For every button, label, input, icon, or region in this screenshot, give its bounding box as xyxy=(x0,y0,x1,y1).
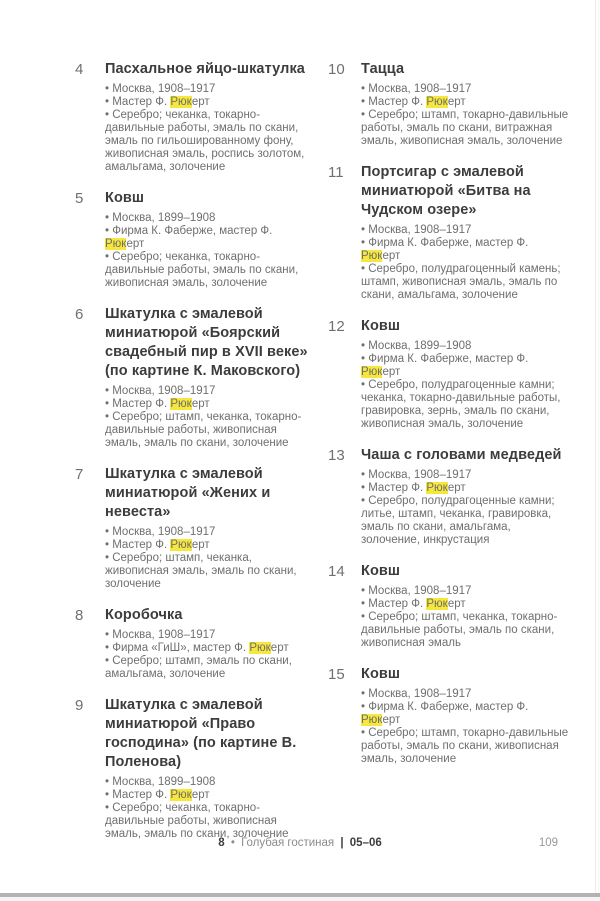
item-body xyxy=(361,317,576,431)
item-detail-line: • Фирма «ГиШ», мастер Ф. Рюкерт xyxy=(105,642,289,654)
catalog-item xyxy=(75,465,309,591)
catalog-item xyxy=(328,163,576,302)
item-detail-line: • Мастер Ф. Рюкерт xyxy=(105,539,210,551)
footer-section-label xyxy=(0,837,600,849)
catalog-item xyxy=(75,606,309,681)
item-number: 10 xyxy=(328,61,345,78)
item-detail-line: • Серебро; чеканка, токарно-давильные работы, эмаль по скани, эмаль по гильошированному фону, живописная эмаль, роспись золотом, амальгама, золочение xyxy=(105,109,305,173)
search-highlight: Рюк xyxy=(426,96,448,108)
item-detail-line: • Москва, 1908–1917 xyxy=(105,83,216,95)
search-highlight: Рюк xyxy=(426,598,448,610)
item-detail-line: • Серебро; штамп, токарно-давильные работы, эмаль по скани, живописная эмаль, золочение xyxy=(361,727,569,765)
item-number: 7 xyxy=(75,466,84,483)
catalog-item xyxy=(328,60,576,148)
item-body xyxy=(361,562,576,650)
item-title: Ковш xyxy=(361,666,401,682)
item-body xyxy=(105,305,309,450)
search-highlight: Рюк xyxy=(361,250,383,262)
left-column xyxy=(75,60,309,856)
item-detail-line: • Мастер Ф. Рюкерт xyxy=(361,482,466,494)
item-detail-line: • Серебро; штамп, чеканка, токарно-давильные работы, живописная эмаль, эмаль по скани, золочение xyxy=(105,411,302,449)
item-detail-line: • Серебро; штамп, чеканка, живописная эмаль, эмаль по скани, золочение xyxy=(105,552,297,590)
item-title: Ковш xyxy=(105,190,145,206)
item-title: Тацца xyxy=(361,61,405,77)
item-detail-line: • Мастер Ф. Рюкерт xyxy=(361,96,466,108)
item-detail-line: • Мастер Ф. Рюкерт xyxy=(361,598,466,610)
item-number: 9 xyxy=(75,697,84,714)
item-number: 15 xyxy=(328,666,345,683)
item-number: 6 xyxy=(75,306,84,323)
catalog-item xyxy=(75,305,309,450)
item-detail-line: • Фирма К. Фаберже, мастер Ф. Рюкерт xyxy=(361,237,529,262)
item-body xyxy=(361,446,576,547)
catalog-item xyxy=(75,189,309,290)
item-body xyxy=(105,189,309,290)
item-body xyxy=(361,665,576,766)
search-highlight: Рюк xyxy=(426,482,448,494)
item-detail-line: • Мастер Ф. Рюкерт xyxy=(105,398,210,410)
footer-divider: | xyxy=(340,837,344,849)
item-detail-line: • Москва, 1908–1917 xyxy=(361,224,472,236)
search-highlight: Рюк xyxy=(249,642,271,654)
item-title: Ковш xyxy=(361,563,401,579)
item-detail-line: • Москва, 1908–1917 xyxy=(105,629,216,641)
item-detail-line: • Москва, 1899–1908 xyxy=(361,340,472,352)
item-body xyxy=(105,465,309,591)
item-body xyxy=(105,696,309,841)
page-bottom-shadow xyxy=(0,897,600,901)
item-detail-line: • Мастер Ф. Рюкерт xyxy=(105,96,210,108)
item-number: 11 xyxy=(328,164,344,181)
footer-pages-range: 05–06 xyxy=(349,837,382,849)
item-detail-line: • Серебро; штамп, эмаль по скани, амальгама, золочение xyxy=(105,655,292,680)
search-highlight: Рюк xyxy=(170,539,192,551)
item-number: 12 xyxy=(328,318,345,335)
search-highlight: Рюк xyxy=(170,398,192,410)
item-detail-line: • Москва, 1899–1908 xyxy=(105,776,216,788)
item-detail-line: • Серебро, полудрагоценные камни; литье, штамп, чеканка, гравировка, эмаль по скани, амальгама, золочение, инкрустация xyxy=(361,495,555,546)
search-highlight: Рюк xyxy=(361,366,383,378)
item-detail-line: • Москва, 1908–1917 xyxy=(361,585,472,597)
item-number: 14 xyxy=(328,563,345,580)
item-body xyxy=(105,606,309,681)
item-detail-line: • Серебро, полудрагоценные камни; чеканка, токарно-давильные работы, гравировка, зернь, эмаль по скани, живописная эмаль, золочение xyxy=(361,379,561,430)
item-detail-line: • Москва, 1908–1917 xyxy=(361,688,472,700)
catalog-item xyxy=(75,696,309,841)
item-number: 5 xyxy=(75,190,84,207)
item-detail-line: • Москва, 1899–1908 xyxy=(105,212,216,224)
item-number: 4 xyxy=(75,61,84,78)
search-highlight: Рюк xyxy=(105,238,127,250)
item-body xyxy=(105,60,309,174)
item-title: Шкатулка с эмалевой миниатюрой «Жених и невеста» xyxy=(105,466,271,520)
search-highlight: Рюк xyxy=(170,96,192,108)
right-column xyxy=(328,60,576,781)
search-highlight: Рюк xyxy=(170,789,192,801)
item-detail-line: • Фирма К. Фаберже, мастер Ф. Рюкерт xyxy=(361,701,529,726)
page-number: 109 xyxy=(538,837,558,849)
footer-chapter-number: 8 xyxy=(218,837,225,849)
item-detail-line: • Мастер Ф. Рюкерт xyxy=(105,789,210,801)
item-title: Чаша с головами медведей xyxy=(361,447,562,463)
catalog-item xyxy=(328,317,576,431)
item-number: 8 xyxy=(75,607,84,624)
item-detail-line: • Фирма К. Фаберже, мастер Ф. Рюкерт xyxy=(105,225,273,250)
item-detail-line: • Серебро; штамп, токарно-давильные работы, эмаль по скани, витражная эмаль, живописная эмаль, золочение xyxy=(361,109,569,147)
item-detail-line: • Серебро; штамп, чеканка, токарно-давильные работы, эмаль по скани, живописная эмаль xyxy=(361,611,558,649)
item-body xyxy=(361,60,576,148)
catalog-item xyxy=(328,665,576,766)
page-right-edge xyxy=(595,0,596,901)
item-detail-line: • Москва, 1908–1917 xyxy=(105,526,216,538)
item-body xyxy=(361,163,576,302)
catalog-item xyxy=(328,562,576,650)
search-highlight: Рюк xyxy=(361,714,383,726)
footer-bullet-separator: • xyxy=(230,837,235,849)
item-title: Коробочка xyxy=(105,607,183,623)
item-title: Пасхальное яйцо-шкатулка xyxy=(105,61,305,77)
footer-section-title: Голубая гостиная xyxy=(241,837,335,849)
item-title: Шкатулка с эмалевой миниатюрой «Право господина» (по картине В. Поленова) xyxy=(105,697,297,770)
catalog-item xyxy=(75,60,309,174)
item-title: Ковш xyxy=(361,318,401,334)
page-footer xyxy=(0,837,600,853)
item-number: 13 xyxy=(328,447,345,464)
catalog-item xyxy=(328,446,576,547)
item-detail-line: • Серебро, полудрагоценный камень; штамп, живописная эмаль, эмаль по скани, амальгама, золочение xyxy=(361,263,561,301)
item-detail-line: • Серебро; чеканка, токарно-давильные работы, эмаль по скани, живописная эмаль, золочение xyxy=(105,251,299,289)
item-detail-line: • Москва, 1908–1917 xyxy=(361,83,472,95)
page-right-edge-outer xyxy=(598,0,599,901)
item-detail-line: • Москва, 1908–1917 xyxy=(105,385,216,397)
item-detail-line: • Фирма К. Фаберже, мастер Ф. Рюкерт xyxy=(361,353,529,378)
item-detail-line: • Серебро; чеканка, токарно-давильные работы, живописная эмаль, эмаль по скани, золочение xyxy=(105,802,289,840)
item-title: Портсигар с эмалевой миниатюрой «Битва на Чудском озере» xyxy=(361,164,531,218)
item-detail-line: • Москва, 1908–1917 xyxy=(361,469,472,481)
item-title: Шкатулка с эмалевой миниатюрой «Боярский свадебный пир в XVII веке» (по картине К. Маковского) xyxy=(105,306,308,379)
